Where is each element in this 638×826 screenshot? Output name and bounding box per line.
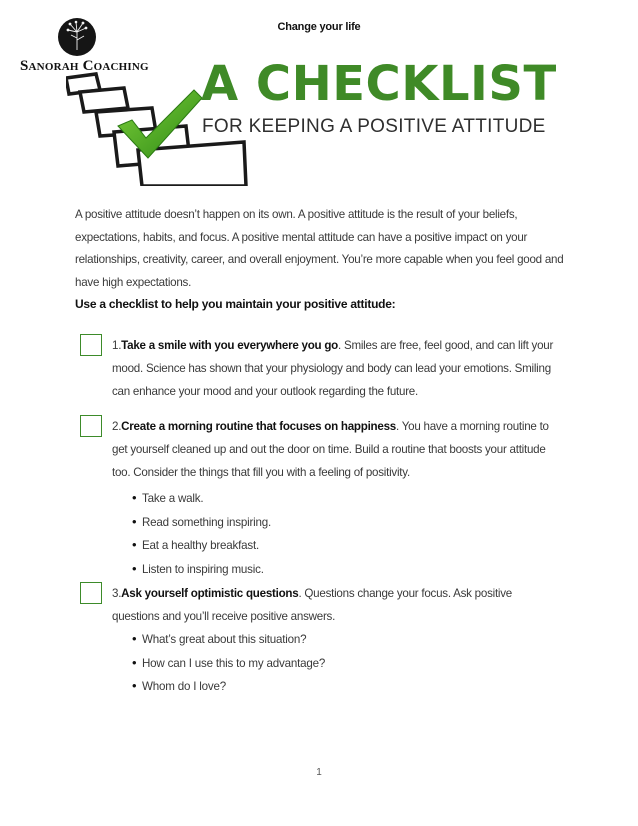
item-text xyxy=(112,334,560,403)
bullet-icon: • xyxy=(132,678,137,693)
item-number: 3. xyxy=(112,587,122,600)
instruction-heading: Use a checklist to help you maintain your positive attitude: xyxy=(75,297,396,311)
item-description: . You have a morning routine to get yourself cleaned up and out the door on time. Build a routine that boosts your attitude too. Consider the things that fill you with a feeling of positivity. xyxy=(112,420,549,479)
bullet-icon: • xyxy=(132,631,137,646)
item-text xyxy=(112,582,560,628)
item-lead: Take a smile with you everywhere you go xyxy=(121,339,339,352)
list-item: • Take a walk. xyxy=(132,487,532,511)
checkbox-icon[interactable] xyxy=(80,415,102,437)
bullet-list xyxy=(132,628,532,699)
bullet-icon: • xyxy=(132,654,137,670)
checkbox-icon[interactable] xyxy=(80,582,102,604)
item-number: 1. xyxy=(112,339,122,352)
list-item: • Listen to inspiring music. xyxy=(132,558,532,582)
bullet-icon: • xyxy=(132,513,137,529)
bullet-icon: • xyxy=(132,560,137,576)
bullet-list xyxy=(132,487,532,581)
bullet-icon: • xyxy=(132,537,137,552)
item-number: 2. xyxy=(112,420,122,433)
logo-text: Sanorah Coaching xyxy=(20,58,149,74)
dandelion-icon xyxy=(58,18,96,56)
list-item: • What’s great about this situation? xyxy=(132,628,532,652)
hero-subtitle: FOR KEEPING A POSITIVE ATTITUDE xyxy=(202,116,546,137)
hero-title: A CHECKLIST xyxy=(201,56,557,112)
item-description: . Smiles are free, feel good, and can lift your mood. Science has shown that your physiology and body can lead your emotions. Smiling can enhance your mood and your outlook regarding the future. xyxy=(112,339,554,398)
item-description: . Questions change your focus. Ask positive questions and you’ll receive positive answers. xyxy=(112,587,512,623)
page-header: Change your life xyxy=(277,21,361,33)
page-number: 1 xyxy=(316,767,322,778)
checkbox-icon[interactable] xyxy=(80,334,102,356)
item-text xyxy=(112,415,560,484)
item-lead: Create a morning routine that focuses on happiness xyxy=(121,420,396,433)
item-lead: Ask yourself optimistic questions xyxy=(121,587,299,600)
list-item: • Read something inspiring. xyxy=(132,511,532,535)
intro-paragraph: A positive attitude doesn’t happen on its own. A positive attitude is the result of your beliefs, expectations, habits, and focus. A positive mental attitude can have a positive impact on your relationships, creativity, career, and overall enjoyment. You’re more capable when you feel good and have high expectations. xyxy=(75,208,564,290)
list-item: • How can I use this to my advantage? xyxy=(132,652,532,676)
list-item: • Eat a healthy breakfast. xyxy=(132,534,532,558)
list-item: • Whom do I love? xyxy=(132,675,532,699)
bullet-icon: • xyxy=(132,490,137,505)
